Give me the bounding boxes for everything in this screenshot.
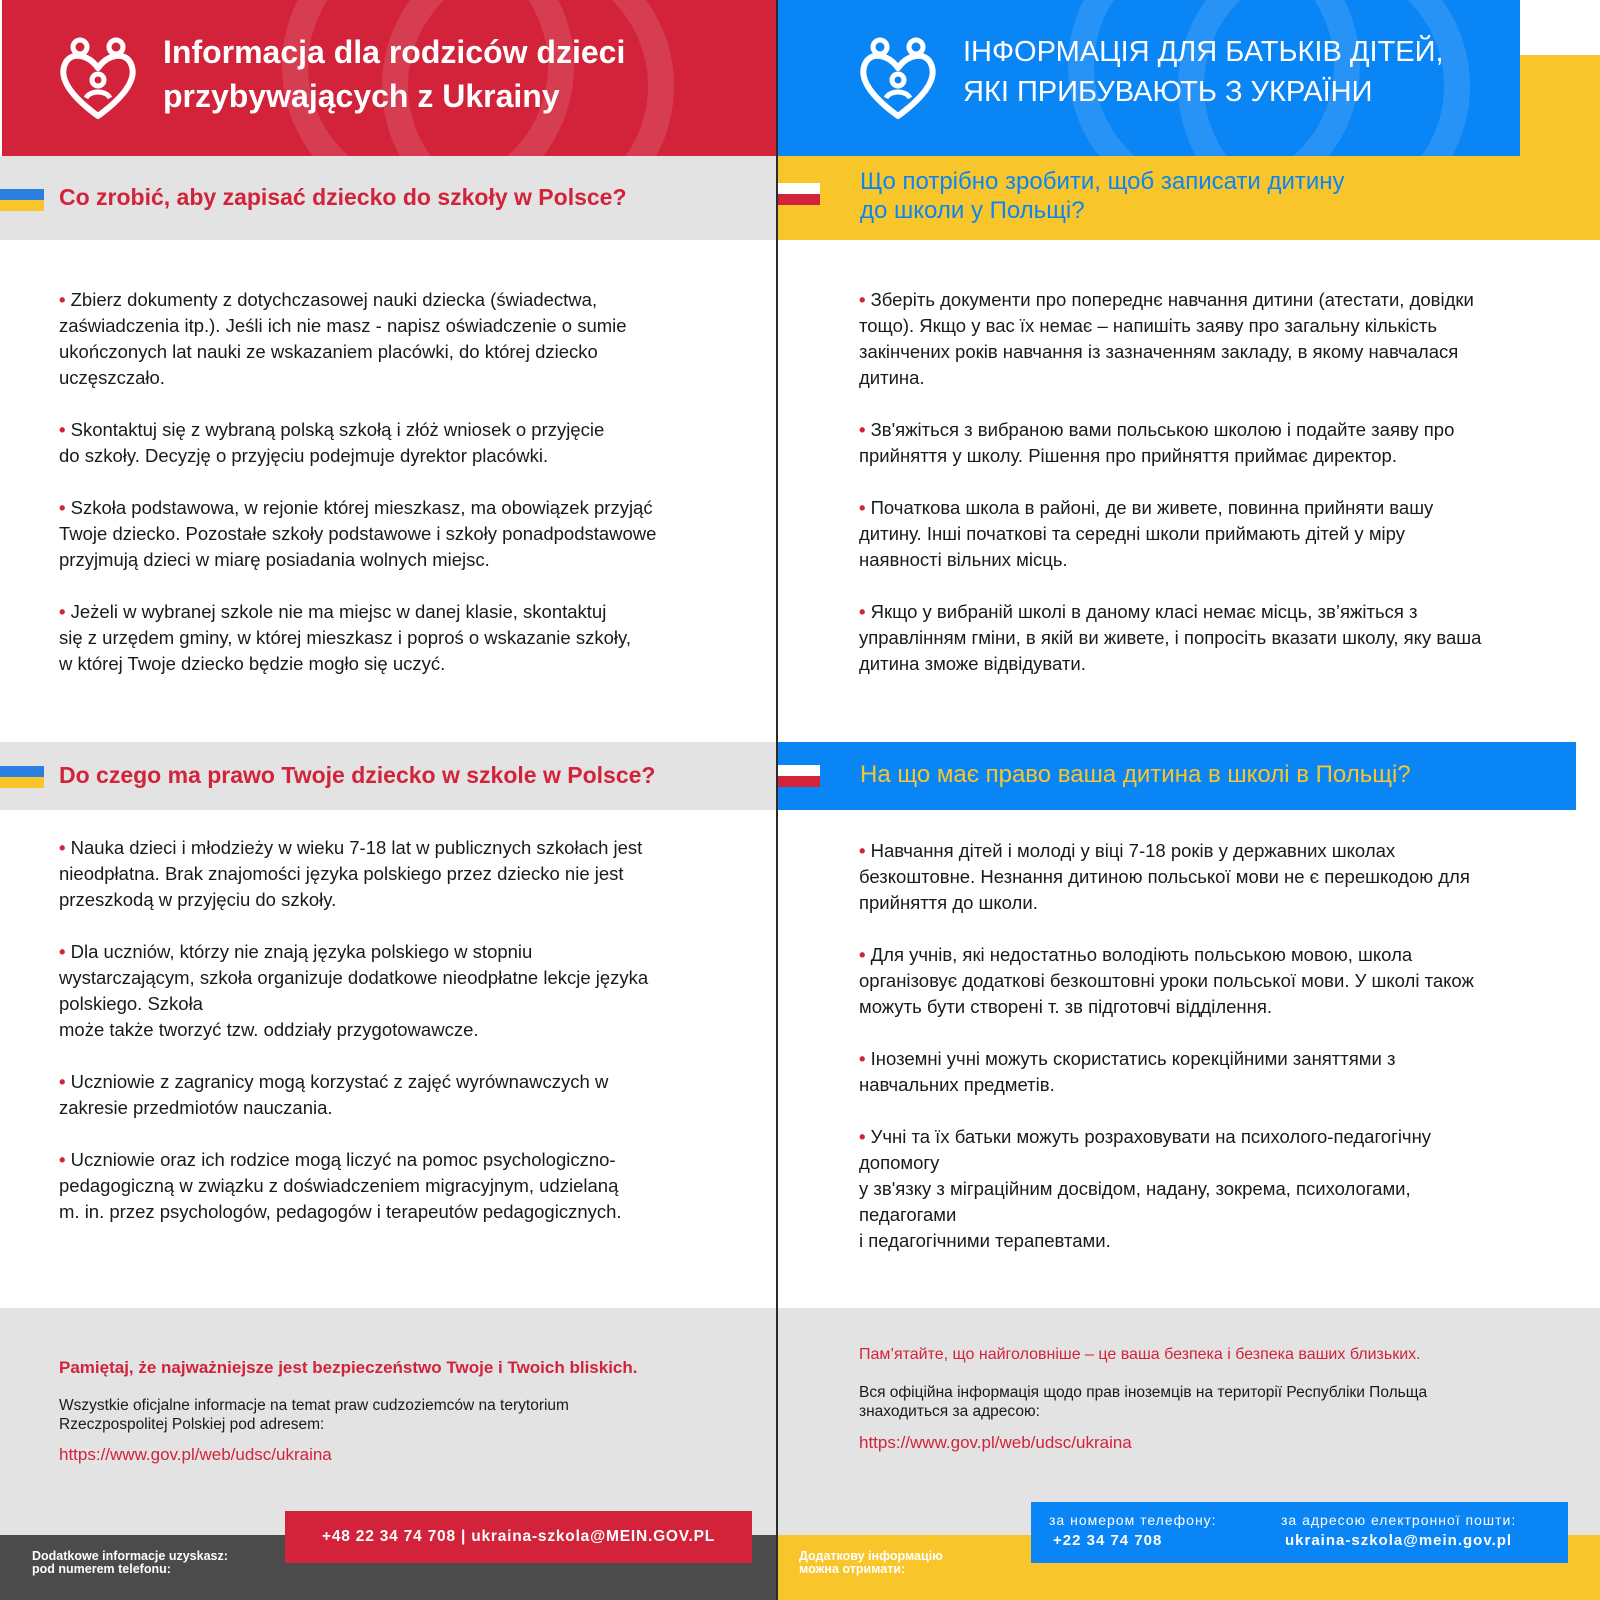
list-item: • Іноземні учні можуть скористатись корекційними заняттями з навчальних предметів.: [859, 1048, 1396, 1095]
column-divider: [776, 0, 778, 1600]
poland-flag-icon: [778, 765, 820, 787]
section1-title-ua-line2: до школи у Польщі?: [860, 197, 1085, 224]
section1-list-ua: [859, 287, 1589, 703]
list-item: • Зв'яжіться з вибраною вами польською школою і подайте заяву про прийняття у школу. Рішення про прийняття приймає директор.: [859, 419, 1455, 466]
footer-info-ua-line2: знаходиться за адресою:: [859, 1403, 1040, 1420]
list-item: • Skontaktuj się z wybraną polską szkołą i złóż wniosek o przyjęcie do szkoły. Decyzję o przyjęciu podejmuje dyrektor placówki.: [59, 419, 605, 466]
list-item: • Для учнів, які недостатньо володіють польською мовою, школа організовує додаткові безкоштовні уроки польської мови. У школі також можуть бути створені т. зв підготовчі відділення.: [859, 944, 1474, 1017]
contact-box-pl[interactable]: +48 22 34 74 708 | ukraina-szkola@MEIN.GOV.PL: [285, 1511, 752, 1563]
family-heart-icon: [58, 36, 138, 122]
ukraine-flag-icon: [0, 189, 44, 211]
poland-flag-icon: [778, 183, 820, 205]
header-title-ua-line2: ЯКІ ПРИБУВАЮТЬ З УКРАЇНИ: [963, 76, 1373, 108]
section1-title-ua: [860, 167, 1460, 225]
more-info-ua: [799, 1550, 943, 1576]
list-item: • Jeżeli w wybranej szkole nie ma miejsc w danej klasie, skontaktuj się z urzędem gminy, w której mieszkasz i poproś o wskazanie szkoły, w której Twoje dziecko będzie mogło się uczyć.: [59, 601, 631, 674]
footer-safety-pl: Pamiętaj, że najważniejsze jest bezpieczeństwo Twoje i Twoich bliskich.: [59, 1358, 638, 1377]
list-item: • Навчання дітей і молоді у віці 7-18 років у державних школах безкоштовне. Незнання дитиною польської мови не є перешкодою для прийняття до школи.: [859, 840, 1470, 913]
footer-safety-ua: Пам’ятайте, що найголовніше – це ваша безпека і безпека ваших близьких.: [859, 1346, 1421, 1363]
list-item: • Dla uczniów, którzy nie znają języka polskiego w stopniu wystarczającym, szkoła organizuje dodatkowe nieodpłatne lekcje języka polskiego. Szkoła może także tworzyć tzw. oddziały przygotowawcze.: [59, 941, 649, 1040]
footer-info-ua-line1: Вся офіційна інформація щодо прав іноземців на території Республіки Польща: [859, 1384, 1428, 1401]
footer-info-ua: [859, 1383, 1579, 1421]
ukraine-flag-icon: [0, 766, 44, 788]
footer-info-pl-line1: Wszystkie oficjalne informacje na temat praw cudzoziemców na terytorium: [59, 1397, 569, 1414]
list-item: • Якщо у вибраній школі в даному класі немає місць, зв’яжіться з управлінням гміни, в якій ви живете, і попросіть вказати школу, яку ваша дитина зможе відвідувати.: [859, 601, 1482, 674]
list-item: • Uczniowie z zagranicy mogą korzystać z zajęć wyrównawczych w zakresie przedmiotów nauczania.: [59, 1071, 609, 1118]
header-title-pl-line2: przybywających z Ukrainy: [163, 78, 560, 114]
section1-title-ua-line1: Що потрібно зробити, щоб записати дитину: [860, 168, 1345, 195]
footer-info-pl-line2: Rzeczpospolitej Polskiej pod adresem:: [59, 1416, 325, 1433]
section2-title-ua: На що має право ваша дитина в школі в Польщі?: [860, 761, 1411, 788]
email-ua[interactable]: ukraina-szkola@mein.gov.pl: [1285, 1532, 1513, 1549]
more-info-pl: [32, 1550, 228, 1576]
udsc-link-ua[interactable]: https://www.gov.pl/web/udsc/ukraina: [859, 1433, 1132, 1452]
more-info-ua-line1: Додаткову інформацію: [799, 1549, 943, 1563]
list-item: • Nauka dzieci i młodzieży w wieku 7-18 lat w publicznych szkołach jest nieodpłatna. Brak znajomości języka polskiego przez dziecko nie jest przeszkodą w przyjęciu do szkoły.: [59, 837, 643, 910]
section1-title-pl: Co zrobić, aby zapisać dziecko do szkoły w Polsce?: [59, 184, 627, 210]
footer-info-pl: [59, 1396, 759, 1434]
section2-title-pl: Do czego ma prawo Twoje dziecko w szkole w Polsce?: [59, 762, 656, 788]
list-item: • Учні та їх батьки можуть розраховувати на психолого-педагогічну допомогу у зв'язку з міграційним досвідом, надану, зокрема, психологами, педагогами і педагогічними терапевтами.: [859, 1126, 1432, 1251]
family-heart-icon: [858, 36, 938, 122]
phone-label-ua: за номером телефону:: [1049, 1512, 1217, 1528]
phone-ua[interactable]: +22 34 74 708: [1053, 1532, 1163, 1549]
right-header-corner: [1520, 0, 1600, 55]
email-label-ua: за адресою електронної пошти:: [1281, 1512, 1517, 1528]
more-info-pl-line2: pod numerem telefonu:: [32, 1562, 171, 1576]
more-info-ua-line2: можна отримати:: [799, 1562, 906, 1576]
udsc-link-pl[interactable]: https://www.gov.pl/web/udsc/ukraina: [59, 1445, 332, 1464]
contact-box-ua: [1031, 1502, 1568, 1563]
header-title-pl: [163, 30, 763, 118]
section2-list-pl: [59, 835, 774, 1251]
list-item: • Zbierz dokumenty z dotychczasowej nauki dziecka (świadectwa, zaświadczenia itp.). Jeśli ich nie masz - napisz oświadczenie o sumie ukończonych lat nauki ze wskazaniem placówki, do której dziecko uczęszczało.: [59, 289, 627, 388]
list-item: • Szkoła podstawowa, w rejonie której mieszkasz, ma obowiązek przyjąć Twoje dziecko. Pozostałe szkoły podstawowe i szkoły ponadpodstawowe przyjmują dzieci w miarę posiadania wolnych miejsc.: [59, 497, 657, 570]
more-info-pl-line1: Dodatkowe informacje uzyskasz:: [32, 1549, 228, 1563]
header-title-ua-line1: ІНФОРМАЦІЯ ДЛЯ БАТЬКІВ ДІТЕЙ,: [963, 36, 1444, 68]
section1-list-pl: [59, 287, 759, 703]
list-item: • Початкова школа в районі, де ви живете, повинна прийняти вашу дитину. Інші початкові та середні школи приймають дітей у міру наявності вільних місць.: [859, 497, 1434, 570]
section2-list-ua: [859, 838, 1589, 1280]
list-item: • Зберіть документи про попереднє навчання дитини (атестати, довідки тощо). Якщо у вас їх немає – напишіть заяву про загальну кількість закінчених років навчання із зазначенням закладу, в якому навчалася дитина.: [859, 289, 1474, 388]
list-item: • Uczniowie oraz ich rodzice mogą liczyć na pomoc psychologiczno- pedagogiczną w związku z doświadczeniem migracyjnym, udzielaną m. in. przez psychologów, pedagogów i terapeutów pedagogicznych.: [59, 1149, 622, 1222]
header-title-ua: [963, 32, 1523, 112]
header-title-pl-line1: Informacja dla rodziców dzieci: [163, 34, 626, 70]
